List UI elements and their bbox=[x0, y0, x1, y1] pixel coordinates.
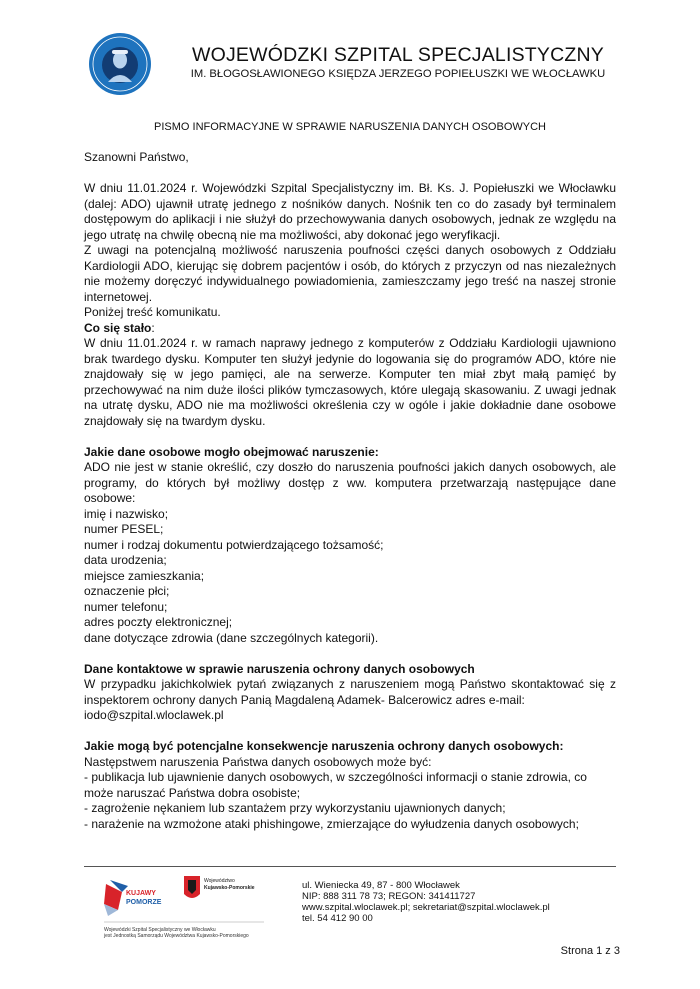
data-item: numer telefonu; bbox=[84, 599, 168, 614]
kujawy-pomorze-logo bbox=[104, 880, 162, 916]
footer-affiliation-line-2: jest Jednostką Samorządu Województwa Kujawsko-Pomorskiego bbox=[104, 933, 249, 939]
footer-nip-regon: NIP: 888 311 78 73; REGON: 341411727 bbox=[302, 891, 476, 902]
intro-paragraph-2: Z uwagi na potencjalną możliwość naruszenia poufności części danych osobowych z Oddziału Kardiologii ADO, kierując się dobrem pacjentów i osób, do których z przyczyn od nas niezależnych nie możemy doręczyć indywidualnego powiadomienia, zamieszczamy jego treść na naszej stronie internetowej. bbox=[84, 243, 616, 304]
data-item: adres poczty elektronicznej; bbox=[84, 615, 233, 629]
intro-paragraph-3: Poniżej treść komunikatu. bbox=[84, 305, 221, 319]
data-item: dane dotyczące zdrowia (dane szczególnych kategorii). bbox=[84, 630, 379, 645]
data-item: numer i rodzaj dokumentu potwierdzającego tożsamość; bbox=[84, 537, 384, 552]
voivodeship-logo-text-2: Kujawsko-Pomorskie bbox=[204, 885, 255, 891]
page-number: Strona 1 z 3 bbox=[560, 945, 620, 957]
data-scope-heading: Jakie dane osobowe mogło obejmować naruszenie: bbox=[84, 444, 379, 459]
footer-affiliation-line-1: Wojewódzki Szpital Specjalistyczny we Włocławku bbox=[104, 927, 216, 933]
kujawy-logo-text-1: KUJAWY bbox=[126, 890, 156, 897]
data-item: miejsce zamieszkania; bbox=[84, 568, 205, 583]
consequence-item: - zagrożenie nękaniem lub szantażem przy wykorzystaniu ujawnionych danych; bbox=[84, 801, 506, 815]
hospital-patron: IM. BŁOGOSŁAWIONEGO KSIĘDZA JERZEGO POPIEŁUSZKI WE WŁOCŁAWKU bbox=[190, 68, 606, 80]
footer-address: ul. Wieniecka 49, 87 - 800 Włocławek bbox=[302, 880, 460, 891]
consequence-item: - narażenie na wzmożone ataki phishingowe, zmierzające do wyłudzenia danych osobowych; bbox=[84, 816, 579, 831]
intro-paragraph-1: W dniu 11.01.2024 r. Wojewódzki Szpital Specjalistyczny im. Bł. Ks. J. Popiełuszki we Włocławku (dalej: ADO) ujawnił utratę jednego z nośników danych. Nośnik ten co do zasady był terminalem dostępowym do aplikacji i nie służył do przechowywania danych osobowych, jednak ze względu na jego utratę na chwilę obecną nie ma możliwości, aby dokonać jego weryfikacji. bbox=[84, 181, 616, 242]
greeting: Szanowni Państwo, bbox=[84, 150, 189, 164]
what-happened-heading: Co się stało bbox=[84, 320, 152, 335]
contact-text: W przypadku jakichkolwiek pytań związanych z naruszeniem mogą Państwo skontaktować się z inspektorem ochrony danych Panią Magdaleną Adamek- Balcerowicz adres e-mail: bbox=[84, 677, 616, 707]
what-happened-colon: : bbox=[151, 320, 155, 335]
document-title: PISMO INFORMACYJNE W SPRAWIE NARUSZENIA DANYCH OSOBOWYCH bbox=[154, 121, 546, 133]
footer-web-email: www.szpital.wloclawek.pl; sekretariat@szpital.wloclawek.pl bbox=[302, 902, 550, 913]
data-item: numer PESEL; bbox=[84, 522, 164, 536]
footer-affiliation bbox=[104, 927, 304, 939]
footer-contact-block bbox=[302, 880, 622, 924]
kujawy-logo-text-2: POMORZE bbox=[126, 899, 162, 906]
voivodeship-logo-text-1: Województwo bbox=[204, 878, 235, 884]
footer-phone: tel. 54 412 90 00 bbox=[302, 913, 373, 924]
consequences-text: Następstwem naruszenia Państwa danych osobowych może być: bbox=[84, 754, 432, 769]
consequences-heading: Jakie mogą być potencjalne konsekwencje naruszenia ochrony danych osobowych: bbox=[84, 739, 564, 753]
what-happened-heading-line bbox=[84, 321, 616, 337]
hospital-seal-icon bbox=[88, 32, 152, 96]
what-happened-text: W dniu 11.01.2024 r. w ramach naprawy jednego z komputerów z Oddziału Kardiologii ujawniono brak twardego dysku. Komputer ten służył jedynie do logowania się do programów ADO, które nie znajdowały się w jego pamięci, ale na serwerze. Komputer ten miał zbyt małą pamięć by przechowywać na nim duże ilości plików tymczasowych, które ulegają skasowaniu. Z uwagi jednak na utratę dysku, ADO nie ma możliwości określenia czy w ogóle i jakie dokładnie dane osobowe znajdowały się na twardym dysku. bbox=[84, 336, 616, 428]
data-item: oznaczenie płci; bbox=[84, 584, 170, 598]
data-item: data urodzenia; bbox=[84, 553, 167, 567]
contact-heading: Dane kontaktowe w sprawie naruszenia ochrony danych osobowych bbox=[84, 661, 475, 676]
voivodeship-coat-of-arms-icon bbox=[184, 876, 255, 898]
footer-divider bbox=[84, 866, 616, 867]
consequence-item: - publikacja lub ujawnienie danych osobowych, w szczególności informacji o stanie zdrowia, co może naruszać Państwa dobra osobiste; bbox=[84, 770, 587, 800]
data-item: imię i nazwisko; bbox=[84, 506, 169, 521]
document-body bbox=[84, 150, 616, 832]
hospital-name: WOJEWÓDZKI SZPITAL SPECJALISTYCZNY bbox=[191, 44, 604, 66]
data-scope-text: ADO nie jest w stanie określić, czy doszło do naruszenia poufności jakich danych osobowych, ale programy, do których był możliwy dostęp z ww. komputera przetwarzają następujące dane osobowe: bbox=[84, 460, 616, 505]
contact-email: iodo@szpital.wloclawek.pl bbox=[84, 708, 224, 722]
